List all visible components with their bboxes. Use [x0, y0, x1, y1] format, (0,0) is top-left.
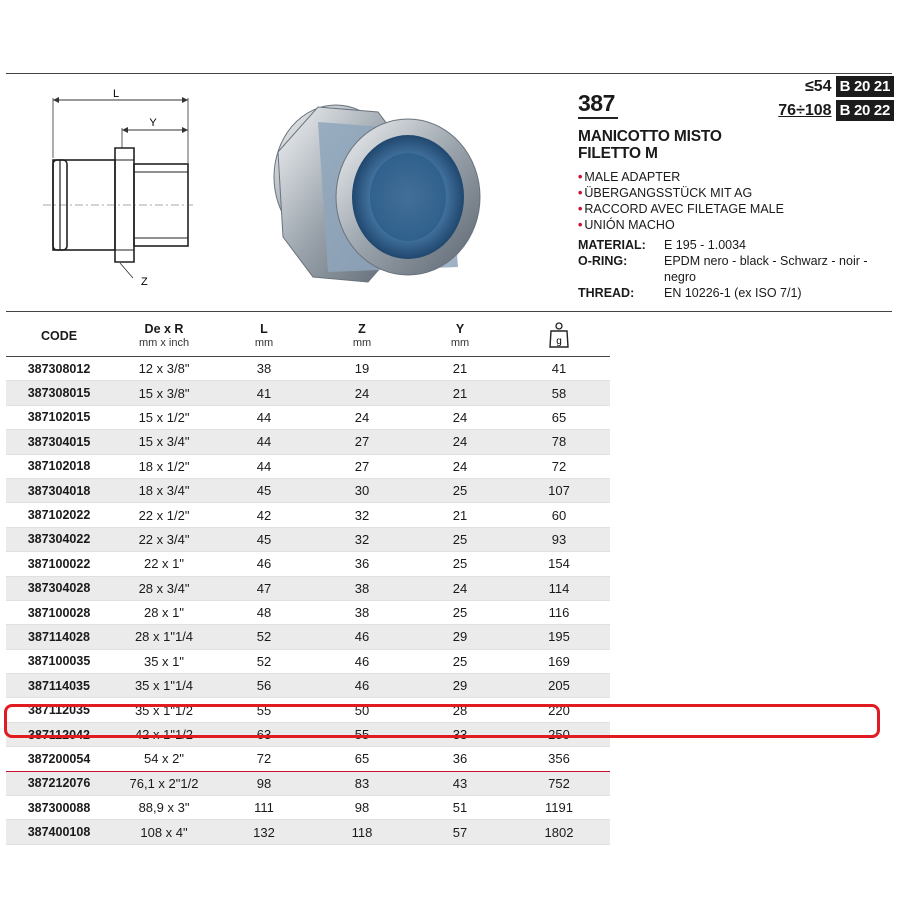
table-row: [6, 601, 610, 625]
cell-Z: 98: [354, 800, 370, 816]
cell-code: 387102022: [27, 508, 91, 523]
translations-list: [578, 169, 784, 233]
badge-row: [734, 100, 894, 121]
cell-size: 88,9 x 3": [138, 800, 190, 816]
cell-weight: 78: [551, 434, 567, 450]
section-rule: [6, 311, 892, 312]
spec-label: MATERIAL:: [578, 238, 646, 252]
label-Z: Z: [141, 276, 148, 288]
cell-size: 15 x 3/4": [138, 434, 190, 450]
cell-Y: 25: [452, 531, 468, 547]
col-header-Z: Z mm: [352, 321, 372, 349]
cell-L: 52: [256, 653, 272, 669]
cell-weight: 752: [548, 775, 570, 791]
product-photo: [258, 92, 518, 292]
cell-size: 35 x 1": [143, 653, 185, 669]
cell-Z: 30: [354, 483, 370, 499]
cell-Y: 29: [452, 629, 468, 645]
spec-label: O-RING:: [578, 254, 628, 268]
cell-code: 387114028: [28, 629, 90, 644]
cell-L: 46: [256, 556, 272, 572]
cell-code: 387304018: [27, 483, 91, 498]
table-row: [6, 820, 610, 844]
cell-size: 76,1 x 2"1/2: [129, 775, 199, 791]
spec-label: THREAD:: [578, 286, 635, 300]
table-row: [6, 698, 610, 722]
cell-code: 387308015: [27, 386, 91, 401]
cell-code: 387112035: [28, 703, 90, 718]
cell-Z: 32: [354, 531, 370, 547]
cell-size: 42 x 1"1/2: [134, 727, 194, 743]
cell-code: 387304022: [27, 532, 91, 547]
cell-code: 387400108: [27, 825, 91, 840]
table-row: [6, 357, 610, 381]
col-header-size: De x R mm x inch: [138, 321, 190, 349]
specifications: [578, 237, 888, 301]
cell-Z: 38: [354, 580, 370, 596]
cell-code: 387100022: [27, 556, 91, 571]
badge-code: B 20 21: [836, 76, 894, 97]
product-name-line2: FILETTO M: [578, 145, 658, 162]
cell-Z: 27: [354, 458, 370, 474]
cell-weight: 116: [548, 605, 570, 621]
cell-Y: 57: [452, 824, 468, 840]
table-row: [6, 381, 610, 405]
cell-weight: 60: [551, 507, 567, 523]
cell-Y: 24: [452, 580, 468, 596]
cell-weight: 93: [551, 531, 567, 547]
cell-L: 45: [256, 483, 272, 499]
cell-weight: 1191: [545, 800, 573, 816]
label-L: L: [112, 88, 120, 100]
spec-row: [578, 285, 888, 301]
cell-code: 387114035: [28, 678, 90, 693]
cell-weight: 107: [548, 483, 570, 499]
table-row: [6, 577, 610, 601]
cell-weight: 72: [551, 458, 567, 474]
cell-size: 12 x 3/8": [138, 361, 190, 377]
cell-code: 387102015: [27, 410, 91, 425]
cell-L: 48: [256, 605, 272, 621]
product-code-underline: [578, 117, 618, 119]
cell-L: 132: [253, 824, 275, 840]
cell-code: 387112042: [28, 727, 90, 742]
cell-Y: 25: [452, 653, 468, 669]
cell-size: 22 x 3/4": [138, 531, 190, 547]
table-row: [6, 723, 610, 747]
cell-Y: 33: [452, 727, 468, 743]
cell-L: 63: [256, 727, 272, 743]
cell-size: 15 x 1/2": [138, 409, 190, 425]
col-header-code: CODE: [40, 328, 78, 343]
cell-code: 387308012: [27, 361, 91, 376]
spec-value: EN 10226-1 (ex ISO 7/1): [664, 286, 802, 300]
badge-range: 76÷108: [778, 101, 832, 119]
cell-Z: 46: [354, 653, 370, 669]
label-Y: Y: [149, 117, 157, 129]
table-row: [6, 503, 610, 527]
weight-icon: [548, 321, 570, 349]
cell-Y: 24: [452, 434, 468, 450]
table-row: [6, 455, 610, 479]
table-row: [6, 406, 610, 430]
cell-L: 42: [256, 507, 272, 523]
cell-weight: 65: [551, 409, 567, 425]
cell-Y: 51: [452, 800, 468, 816]
cell-size: 18 x 1/2": [138, 458, 190, 474]
cell-size: 28 x 3/4": [138, 580, 190, 596]
col-header-weight: [508, 321, 610, 352]
cell-code: 387102018: [27, 459, 91, 474]
cell-weight: 114: [548, 580, 570, 596]
cell-Z: 27: [354, 434, 370, 450]
cell-L: 98: [256, 775, 272, 791]
cell-L: 56: [256, 678, 272, 694]
cell-size: 54 x 2": [143, 751, 185, 767]
cell-Z: 38: [354, 605, 370, 621]
table-header: [6, 316, 610, 357]
cell-L: 38: [256, 361, 272, 377]
cell-size: 28 x 1": [143, 605, 185, 621]
cell-Y: 29: [452, 678, 468, 694]
cell-size: 22 x 1/2": [138, 507, 190, 523]
cell-Z: 46: [354, 678, 370, 694]
cell-L: 44: [256, 434, 272, 450]
table-row: [6, 430, 610, 454]
table-row: [6, 772, 610, 796]
cell-size: 15 x 3/8": [138, 385, 190, 401]
cell-code: 387100035: [27, 654, 91, 669]
cell-code: 387100028: [27, 605, 91, 620]
translation-item: • MALE ADAPTER: [578, 169, 784, 185]
cell-Y: 21: [452, 385, 468, 401]
translation-item: • ÜBERGANGSSTÜCK MIT AG: [578, 185, 784, 201]
cell-Z: 24: [354, 385, 370, 401]
cell-L: 47: [256, 580, 272, 596]
cell-weight: 195: [548, 629, 570, 645]
spec-value: EPDM nero - black - Schwarz - noir - negro: [664, 254, 868, 284]
svg-text:g: g: [556, 335, 562, 347]
product-name-line1: MANICOTTO MISTO: [578, 128, 722, 145]
cell-weight: 58: [551, 385, 567, 401]
cell-size: 35 x 1"1/2: [134, 702, 194, 718]
cell-Y: 21: [452, 361, 468, 377]
cell-L: 52: [256, 629, 272, 645]
cell-Z: 46: [354, 629, 370, 645]
table-row: [6, 747, 610, 771]
cell-size: 22 x 1": [143, 556, 185, 572]
cell-Y: 25: [452, 556, 468, 572]
cell-weight: 154: [548, 556, 570, 572]
technical-drawing: [38, 88, 198, 293]
cell-Z: 36: [354, 556, 370, 572]
table-row: [6, 796, 610, 820]
cell-L: 72: [256, 751, 272, 767]
cell-size: 28 x 1"1/4: [134, 629, 194, 645]
cell-weight: 220: [548, 702, 570, 718]
cell-weight: 250: [548, 727, 570, 743]
cell-Z: 50: [354, 702, 370, 718]
col-header-Y: Y mm: [450, 321, 470, 349]
badge-row: [734, 76, 894, 97]
cell-Z: 55: [354, 727, 370, 743]
cell-Z: 24: [354, 409, 370, 425]
top-rule: [6, 73, 892, 74]
cell-Y: 28: [452, 702, 468, 718]
product-table: [6, 316, 610, 845]
table-row: [6, 479, 610, 503]
table-row: [6, 650, 610, 674]
badge-range: ≤54: [804, 77, 832, 95]
table-row: [6, 552, 610, 576]
spec-row: [578, 253, 888, 285]
translation-item: • RACCORD AVEC FILETAGE MALE: [578, 201, 784, 217]
cell-weight: 356: [548, 751, 570, 767]
cell-L: 44: [256, 409, 272, 425]
spec-value: E 195 - 1.0034: [664, 238, 747, 252]
cell-Y: 24: [452, 458, 468, 474]
cell-weight: 1802: [544, 824, 574, 840]
cell-Z: 32: [354, 507, 370, 523]
badge-code: B 20 22: [836, 100, 894, 121]
cell-size: 18 x 3/4": [138, 483, 190, 499]
cell-L: 44: [256, 458, 272, 474]
cell-L: 55: [256, 702, 272, 718]
cell-Z: 19: [354, 361, 370, 377]
cell-code: 387212076: [27, 776, 91, 791]
table-row: [6, 528, 610, 552]
table-row: [6, 674, 610, 698]
cell-L: 111: [254, 800, 274, 816]
cell-Z: 83: [354, 775, 370, 791]
table-body: [6, 357, 610, 845]
cell-code: 387200054: [27, 751, 91, 766]
spec-row: [578, 237, 888, 253]
cell-Z: 65: [354, 751, 370, 767]
cell-weight: 205: [548, 678, 570, 694]
cell-Y: 36: [452, 751, 468, 767]
cell-code: 387304028: [27, 581, 91, 596]
cell-Y: 43: [452, 775, 468, 791]
cell-code: 387304015: [27, 434, 91, 449]
cell-Y: 21: [452, 507, 468, 523]
cell-weight: 169: [548, 653, 570, 669]
cell-L: 45: [256, 531, 272, 547]
standard-badges: [734, 76, 894, 124]
cell-Z: 118: [351, 824, 373, 840]
product-code: 387: [578, 90, 615, 116]
cell-code: 387300088: [27, 800, 91, 815]
product-name: [578, 128, 778, 162]
table-row: [6, 625, 610, 649]
cell-size: 35 x 1"1/4: [134, 678, 194, 694]
cell-size: 108 x 4": [140, 824, 188, 840]
col-header-L: L mm: [254, 321, 274, 349]
cell-weight: 41: [551, 361, 567, 377]
cell-Y: 25: [452, 483, 468, 499]
translation-item: • UNIÓN MACHO: [578, 217, 784, 233]
cell-Y: 24: [452, 409, 468, 425]
cell-Y: 25: [452, 605, 468, 621]
cell-L: 41: [256, 385, 272, 401]
